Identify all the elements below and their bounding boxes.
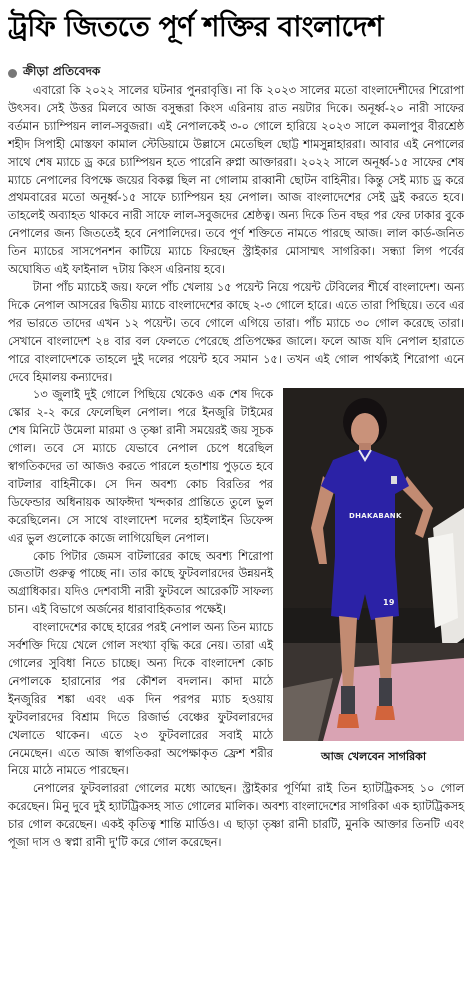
paragraph-6: নেপালের ফুটবলাররা গোলের মধ্যে আছেন। স্ট্রাইকার পূর্ণিমা রাই তিন হ্যাটট্রিকসহ ১০ গোল করেছেন। মিনু দুবে দুই হ্যাটট্রিকসহ সাত গোলের মালিক। অবশ্য বাংলাদেশের সাগরিকা এক হ্যাটট্রিকসহ চার গোল করেছেন। একই কৃতিত্ব শান্তি মার্ডিও। এ ছাড়া তৃষ্ণা রানী চারটি, মুনকি আক্তার তিনটি এবং পূজা দাস ও স্বপ্না রানী দু'টি করে গোল করেছেন।	[8, 782, 464, 850]
player-photo	[283, 388, 464, 741]
paragraph-2: টানা পাঁচ ম্যাচেই জয়। ফলে পাঁচ খেলায় ১৫ পয়েন্ট নিয়ে পয়েন্ট টেবিলের শীর্ষে বাংলাদেশ। অন্য দিকে নেপাল আসরের দ্বিতীয় ম্যাচে বাংলাদেশের কাছে ২-৩ গোলে হারে। এতে তারা পিছিয়ে। তবে এর পর ভারতে তাদের এখন ১২ পয়েন্ট। তবে গোলে এগিয়ে তারা। পাঁচ ম্যাচে ৩০ গোল করেছে তারা। সেখানে বাংলাদেশ ২৪ বার বল ফেলতে পেরেছে প্রতিপক্ষের জালে। ফলে আজ যদি নেপাল হারাতে পারে বাংলাদেশকে তাহলে দুই দলের পয়েন্ট হবে সমান ১৫। তখন এই গোল পার্থক্যই শিরোপা এনে দেবে হিমালয় কন্যাদের।	[8, 280, 464, 384]
byline	[8, 64, 464, 82]
photo-figure	[283, 388, 464, 765]
player-illustration	[283, 388, 464, 741]
paragraph-1: এবারো কি ২০২২ সালের ঘটনার পুনরাবৃত্তি। না কি ২০২৩ সালের মতো বাংলাদেশীদের শিরোপা উৎসব। সেই উত্তর মিলবে আজ বসুন্ধরা কিংস এরিনায় রাত নয়টার দিকে। অনূর্ধ্ব-২০ নারী সাফের বর্তমান চ্যাম্পিয়ন লাল-সবুজরা। এই নেপালকেই ৩-০ গোলে হারিয়ে ২০২৩ সালে কমলাপুর বীরশ্রেষ্ঠ শহীদ সিপাহী মোস্তফা কামাল স্টেডিয়ামে উল্লাসে মেতেছিল ছোট্ট শামসুন্নাহাররা। আবার এই নেপালের সাথে শেষ ম্যাচে ড্র করে চ্যাম্পিয়ন হতে পারেনি রুপ্না আক্তাররা। ২০২২ সালে অনূর্ধ্ব-১৫ সাফের শেষ ম্যাচে নেপালের বিপক্ষে জয়ের বিকল্প ছিল না গোলাম রাব্বানী ছোটন বাহিনীর। কিন্তু সেই ম্যাচ ড্র করে প্রথমবারের মতো অনূর্ধ্ব-১৫ সাফে চ্যাম্পিয়ন হয় নেপাল। আজ বাংলাদেশের সেই ড্রই করতে হবে। তাহলেই অব্যাহত থাকবে নারী সাফে লাল-সবুজদের শ্রেষ্ঠত্ব। অন্য দিকে তিন বছর পর ফের ঢাকার বুকে নেপালের জন্য জিততেই হবে নেপালিদের। তবে পূর্ণ শক্তিতে নামতে পারছে আজ। লাল কার্ড-জনিত তিন ম্যাচের সাসপেনশন কাটিয়ে ম্যাচে ফিরছেন স্ট্রাইকার মোসাম্মৎ সাগরিকা। সন্ধ্যা লিগ পর্বের অঘোষিত এই ফাইনাল ৭টায় কিংস এরিনায় হবে।	[8, 84, 464, 277]
bullet-icon	[8, 69, 17, 78]
paragraph-3: ১৩ জুলাই দুই গোলে পিছিয়ে থেকেও এক শেষ দিকে স্কোর ২-২ করে ফেলেছিল নেপাল। পরে ইনজুরি টাইমের শেষ মিনিটে উমেলা মারমা ও তৃষ্ণা রানী সময়েরই জয় সূচক গোল। তবে সে ম্যাচে যেভাবে নেপাল চেপে ধরেছিল স্বাগতিকদের তা আজও করতে পারলে হতাশায় পুড়তে হবে বাটলার বাহিনীকে। সে দিন অবশ্য কোচ বিরতির পর ডিফেন্ডার অধিনায়ক আফঈদা খন্দকার প্রান্তিতে তুলে ভুল করেছিলেন। সে সাথে বাংলাদেশ দলের হাইলাইন ডিফেন্স এর ভুল গুলোকে কাজে লাগিয়েছিল নেপাল।	[8, 388, 273, 545]
byline-text: ক্রীড়া প্রতিবেদক	[23, 64, 101, 78]
jersey-number: 19	[383, 598, 395, 608]
paragraph-4: কোচ পিটার জেমস বাটলারের কাছে অবশ্য শিরোপা জেতাটা গুরুত্ব পাচ্ছে না। তার কাছে ফুটবলারদের উন্নয়নই অগ্রাধিকার। যদিও দেশবাসী নারী ফুটবলে আরেকটি সাফল্য চান। এই বিভাগে অর্জনের ধারাবাহিকতার পক্ষেই।	[8, 549, 273, 617]
article-body	[8, 82, 464, 852]
paragraph-5: বাংলাদেশের কাছে হারের পরই নেপাল অন্য তিন ম্যাচে সর্বশক্তি দিয়ে খেলে গোল সংখ্যা বৃদ্ধি করে নেয়। তারা এই গোলের সুবিধা নিতে চাচ্ছে। অন্য দিকে বাংলাদেশ কোচ নেপালকে হারানোর পর কৌশল বদলান। কাদা মাঠে ইনজুরির শঙ্কা এবং এক দিন পরপর ম্যাচ হওয়ায় ফুটবলারদের বিশ্রাম দিতে রিজার্ভ বেঞ্চের ফুটবলারদের খেলাতে থাকেন। এতে ২৩ ফুটবলারের সবাই মাঠে নেমেছেন। এতে আজ স্বাগতিকরা অপেক্ষাকৃত ফ্রেশ শরীর নিয়ে মাঠে নামতে পারছেন।	[8, 621, 273, 778]
photo-caption: আজ খেলবেন সাগরিকা	[320, 750, 427, 764]
jersey-sponsor: DHAKABANK	[349, 512, 402, 521]
headline: ট্রফি জিততে পূর্ণ শক্তির বাংলাদেশ	[8, 10, 384, 43]
